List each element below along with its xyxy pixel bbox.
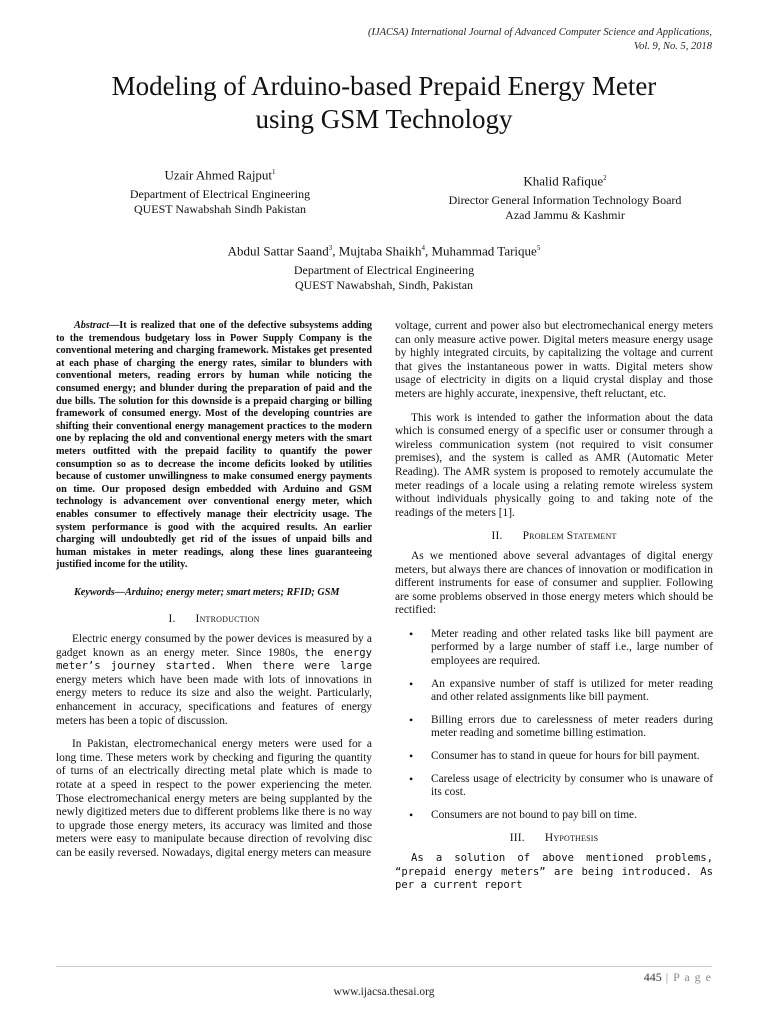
bullet-icon: • <box>409 712 414 727</box>
author-3-name: Abdul Sattar Saand <box>227 243 329 259</box>
author-5-sup: 5 <box>536 244 541 252</box>
intro-p1-text-a: Electric energy consumed by the power devices is measured by a gadget known as an energy meter. Since 1980s, <box>56 633 372 659</box>
list-item-text: Billing errors due to carelessness of meter readers during meter reading and sometime billing estimation. <box>431 713 713 740</box>
section-title: Hypothesis <box>544 832 599 845</box>
list-item <box>395 809 713 823</box>
intro-paragraph-1 <box>56 633 372 728</box>
abstract <box>56 320 372 572</box>
section-number: III. <box>509 832 525 845</box>
hypothesis-paragraph-1: As a solution of above mentioned problems, “prepaid energy meters” are being introduced. As per a current report <box>395 852 713 892</box>
list-item <box>395 714 713 741</box>
keywords-label: Keywords <box>74 586 115 598</box>
bullet-icon: • <box>409 807 414 822</box>
section-number: I. <box>168 613 176 626</box>
list-item-text: Careless usage of electricity by consumer who is unaware of its cost. <box>431 772 713 799</box>
intro-p1-text-b: energy meters which have been made with lots of innovations in energy meters to reduce its size and also the weight. Particularly, enhancement in accuracy, specifications and features of energy meters has been a topic of discussion. <box>56 673 372 727</box>
title-line-1: Modeling of Arduino-based Prepaid Energy Meter <box>111 71 657 101</box>
list-item-text: Consumer has to stand in queue for hours for bill payment. <box>431 750 700 763</box>
author-2-sup: 2 <box>603 174 607 182</box>
list-item-text: Consumers are not bound to pay bill on time. <box>431 808 637 821</box>
right-paragraph-2: This work is intended to gather the information about the data which is consumed energy of a specific user or consumer through a wireless communication system (not required to visit consumer premises), and the system is called as AMR (Automatic Meter Reading). The AMR system is proposed to remotely accumulate the meter readings of a locale using a relating remote wireless system without individuals physically going to and taking note of the readings of the meters [1]. <box>395 411 713 519</box>
journal-header <box>192 26 712 54</box>
author-3-sup: 3 <box>328 244 333 252</box>
list-item <box>395 628 713 669</box>
left-column <box>56 320 372 871</box>
author-sep: , <box>332 243 339 259</box>
group-inst: QUEST Nawabshah, Sindh, Pakistan <box>294 278 474 293</box>
author-1-dept: Department of Electrical Engineering <box>129 187 311 202</box>
list-item-text: Meter reading and other related tasks like bill payment are performed by a large number of staff i.e., large number of employees are required. <box>431 627 713 668</box>
author-names-group <box>120 240 648 259</box>
intro-p1-mixed-font: the energy meter’s journey started. When there were large <box>56 646 372 673</box>
page-separator: | <box>661 970 674 984</box>
title-line-2: using GSM Technology <box>255 104 513 134</box>
abstract-label: Abstract <box>74 320 110 331</box>
author-2-name: Khalid Rafique <box>523 173 604 189</box>
right-paragraph-1: voltage, current and power also but electromechanical energy meters can only measure active power. Digital meters measure energy usage by highly integrated circuits, by capitalizing the voltage and current that gives the instantaneous power in watts. Digital meters show usage of electricity in digits on a liquid crystal display and those meters are highly accurate, inexpensive, theft reluctant, etc. <box>395 320 713 400</box>
author-2-inst: Azad Jammu & Kashmir <box>505 208 625 223</box>
author-block-1 <box>90 164 350 217</box>
bullet-icon: • <box>409 626 414 641</box>
author-4-sup: 4 <box>421 244 425 252</box>
section-title: Introduction <box>195 613 260 626</box>
bullet-icon: • <box>409 749 414 764</box>
author-1-name: Uzair Ahmed Rajput <box>164 167 273 183</box>
problem-paragraph-1: As we mentioned above several advantages of digital energy meters, but always there are chances of innovation or modification in different instruments for ease of consumer and supplier. Following are some problems observed in those energy meters which should be rectified: <box>395 549 713 617</box>
list-item <box>395 750 713 764</box>
list-item-text: An expansive number of staff is utilized for meter reading and other related assignments like bill payment. <box>431 677 713 704</box>
paper-title <box>40 70 728 136</box>
group-dept: Department of Electrical Engineering <box>293 263 475 278</box>
bullet-icon: • <box>409 771 414 786</box>
bullet-icon: • <box>409 676 414 691</box>
section-heading-introduction <box>56 613 372 627</box>
page-number <box>644 970 712 985</box>
abstract-text: —It is realized that one of the defective subsystems adding to the tremendous budgetary loss in Power Supply Company is the conventional metering and charging framework. Mistakes get presented at each phase of charging the energy rates, similar to blunders with conventional meters, reading errors by human while noticing the consumed energy; and blunder during the preparation of paid and the due bills. The solution for this downside is a prepaid charging or billing framework of consumed energy. Most of the developing countries are shifting their conventional energy management practices to the modern one by replacing the old and conventional energy meters with the smart meters outfitted with the prepaid facility to quantify the power consumption so as to decrease the income deficits looked by utilities because of customer unwillingness to make consumed energy payments on time. Our proposed design embedded with Arduino and GSM technology is advancement over conventional energy meter, which enables consumer to effectively manage their electricity usage. The system performance is good with the acquired results. An earlier charging will undoubtedly get rid of the issues of unpaid bills and human mistakes in meter readings, along these lines guaranteeing justified income for the utility. <box>56 320 372 571</box>
section-heading-problem <box>395 530 713 544</box>
list-item <box>395 678 713 705</box>
author-block-group <box>120 240 648 293</box>
journal-name: (IJACSA) International Journal of Advanced Computer Science and Applications, <box>367 27 712 38</box>
journal-volume: Vol. 9, No. 5, 2018 <box>633 41 712 52</box>
author-1-inst: QUEST Nawabshah Sindh Pakistan <box>133 202 307 217</box>
footer-url[interactable]: www.ijacsa.thesai.org <box>333 986 435 998</box>
problem-list <box>395 628 713 823</box>
section-heading-hypothesis <box>395 832 713 846</box>
keywords <box>56 586 372 600</box>
author-block-2 <box>420 170 710 223</box>
author-5-name: Muhammad Tarique <box>431 243 537 259</box>
author-name-2 <box>420 170 710 189</box>
author-name-1 <box>90 164 350 183</box>
section-number: II. <box>491 530 503 543</box>
author-1-sup: 1 <box>272 168 276 176</box>
right-column <box>395 320 713 903</box>
footer-divider <box>56 966 712 967</box>
page-label: P a g e <box>673 970 712 984</box>
section-title: Problem Statement <box>522 530 617 543</box>
intro-paragraph-2: In Pakistan, electromechanical energy meters were used for a long time. These meters work by checking and figuring the quantity of turns of an electrically directing metal plate which is made to rotate at a speed in respect to the power experiencing the meter. Those electromechanical energy meters are being supplanted by the newly digitized meters due to different problems like there is no way to upgrade those energy meters, its accuracy was limited and those meters were easy to manipulate because direction of revolving disc can be easily reversed. Nowadays, digital energy meters can measure <box>56 738 372 859</box>
author-sep: , <box>424 243 432 259</box>
keywords-text: —Arduino; energy meter; smart meters; RFID; GSM <box>114 586 340 598</box>
list-item <box>395 773 713 800</box>
page-number-value: 445 <box>643 970 662 984</box>
author-2-dept: Director General Information Technology Board <box>448 193 682 208</box>
author-4-name: Mujtaba Shaikh <box>338 243 422 259</box>
